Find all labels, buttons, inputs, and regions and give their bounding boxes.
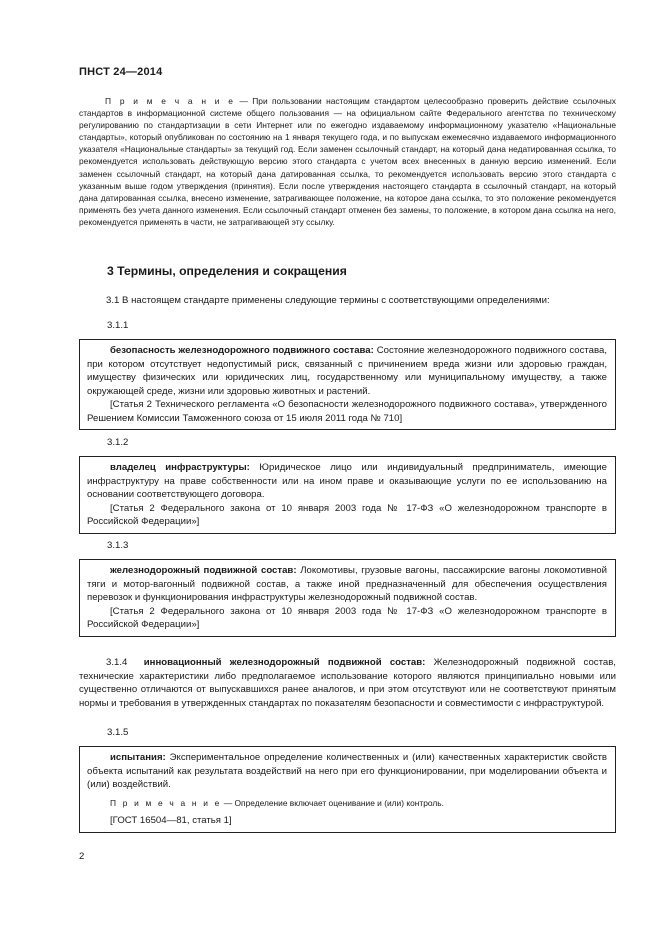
definition: Экспериментальное определение количественных и (или) качественных характеристик свойств объекта испытаний как результата воздействий на него при его функционировании, при моделировании объекта и (или) воздействий.: [87, 752, 607, 790]
section-title: 3 Термины, определения и сокращения: [107, 264, 347, 278]
item-number: 3.1.2: [107, 437, 129, 448]
definition: Локомотивы, грузовые вагоны, пассажирские вагоны локомотивной тяги и мотор-вагонный подвижной состав, а также иной предназначенный для обеспечения осуществления перевозок и функционирования инфраструктуры железнодорожный подвижной состав.: [87, 565, 607, 603]
definition: Состояние железнодорожного подвижного состава, при котором отсутствует недопустимый риск, связанный с причинением вреда жизни или здоровью граждан, имуществу физических или юридических лиц, государственному или муниципальному имуществу, а также окружающей среде, жизни или здоровью животных и растений.: [87, 345, 607, 397]
definition-note: [87, 797, 607, 811]
item-number: 3.1.5: [107, 727, 129, 738]
term: испытания:: [110, 752, 166, 763]
definition-source: [Статья 2 Федерального закона от 10 января 2003 года № 17-ФЗ «О железнодорожном транспорте в Российской Федерации»]: [87, 605, 607, 630]
term: безопасность железнодорожного подвижного состава:: [110, 345, 374, 356]
definition: Железнодорожный подвижной состав, технические характеристики либо предполагаемое использование которого являются принципиально новыми или существенно отличаются от выпускавшихся ранее аналогов, и при этом отсутствуют или не соответствуют принятым нормы и требования в утвержденных стандартах по показателям безопасности и совместимости с инфраструктурой.: [79, 657, 616, 709]
term: инновационный железнодорожный подвижной состав:: [143, 657, 426, 668]
definition-box: [79, 456, 616, 534]
section-intro: 3.1 В настоящем стандарте применены следующие термины с соответствующими определениями:: [106, 295, 550, 306]
document-header: ПНСТ 24—2014: [79, 66, 163, 78]
definition-source: [Статья 2 Федерального закона от 10 января 2003 года № 17-ФЗ «О железнодорожном транспорте в Российской Федерации»]: [87, 502, 607, 527]
definition: Юридическое лицо или индивидуальный предприниматель, имеющие инфраструктуру на праве собственности или на ином праве и оказывающие услуги по ее использованию на основании соответствующего договора.: [87, 462, 607, 500]
definition-paragraph: [79, 656, 616, 710]
note-text: — Определение включает оценивание и (или) контроль.: [221, 797, 444, 808]
item-number: 3.1.4: [106, 657, 128, 668]
note-label: П р и м е ч а н и е: [105, 96, 236, 106]
reference-note: [79, 95, 616, 228]
item-number: 3.1.3: [107, 540, 129, 551]
definition-source: [Статья 2 Технического регламента «О безопасности железнодорожного подвижного состава», утвержденного Решением Комиссии Таможенного союза от 15 июля 2011 года № 710]: [87, 399, 607, 424]
term: железнодорожный подвижной состав:: [110, 565, 297, 576]
note-label: П р и м е ч а н и е: [110, 797, 222, 808]
definition-box: [79, 339, 616, 430]
page-number: 2: [79, 851, 85, 862]
definition-box: [79, 746, 616, 833]
note-text: — При пользовании настоящим стандартом целесообразно проверить действие ссылочных стандартов в информационной системе общего пользования — на официальном сайте Федерального агентства по техническому регулированию по стандартизации в сети Интернет или по ежегодно издаваемому информационному указателю «Национальные стандарты», который опубликован по состоянию на 1 января текущего года, и по выпускам ежемесячно издаваемого информационного указателя «Национальные стандарты» за текущий год. Если заменен ссылочный стандарт, на который дана недатированная ссылка, то рекомендуется использовать действующую версию этого стандарта с учетом всех внесенных в данную версию изменений. Если заменен ссылочный стандарт, на который дана датированная ссылка, то рекомендуется использовать версию этого стандарта с указанным выше годом утверждения (принятия). Если после утверждения настоящего стандарта в ссылочный стандарт, на который дана датированная ссылка, внесено изменение, затрагивающее положение, на которое дана ссылка, то это положение рекомендуется применять без учета данного изменения. Если ссылочный стандарт отменен без замены, то положение, в котором дана ссылка на него, рекомендуется применять в части, не затрагивающей эту ссылку.: [79, 96, 616, 227]
item-number: 3.1.1: [107, 320, 129, 331]
definition-box: [79, 559, 616, 637]
term: владелец инфраструктуры:: [110, 462, 250, 473]
definition-source: [ГОСТ 16504—81, статья 1]: [110, 815, 232, 826]
